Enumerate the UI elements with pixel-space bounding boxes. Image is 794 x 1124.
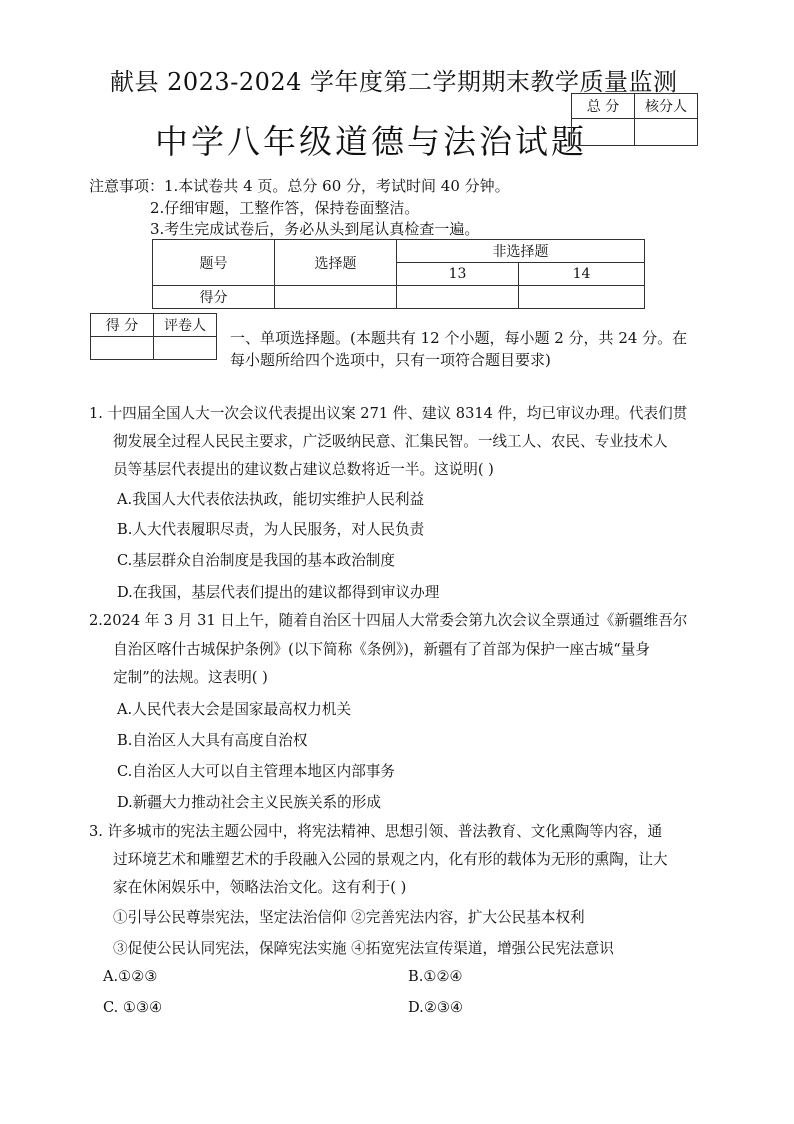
note-item-3: 3.考生完成试卷后，务必从头到尾认真检查一遍。 xyxy=(150,220,480,238)
score-cell-14 xyxy=(519,286,645,309)
exam-header-line1: 献县 2023-2024 学年度第二学期期末教学质量监测 xyxy=(110,68,678,96)
question-1-line-2: 彻发展全过程人民民主要求，广泛吸纳民意、汇集民智。一线工人、农民、专业技术人 xyxy=(113,433,668,450)
score-table-header-number: 题号 xyxy=(153,240,275,286)
total-score-box xyxy=(571,93,698,146)
grader-box xyxy=(90,313,217,360)
grader-score-label: 得 分 xyxy=(91,314,154,337)
question-2-line-3: 定制”的法规。这表明( ) xyxy=(113,669,268,686)
score-cell-13 xyxy=(397,286,519,309)
grader-name-cell xyxy=(154,337,217,360)
question-2-option-a: A.人民代表大会是国家最高权力机关 xyxy=(117,701,352,718)
question-3-statements-1: ①引导公民尊崇宪法，坚定法治信仰 ②完善宪法内容，扩大公民基本权利 xyxy=(113,909,585,926)
question-3-line-3: 家在休闲娱乐中，领略法治文化。这有利于( ) xyxy=(113,879,407,896)
total-score-label: 总 分 xyxy=(572,94,635,119)
score-table-row-label: 得分 xyxy=(153,286,275,309)
question-1-line-3: 员等基层代表提出的建议数占建议总数将近一半。这说明( ) xyxy=(113,461,494,478)
question-2-option-b: B.自治区人大具有高度自治权 xyxy=(117,732,308,749)
question-2-option-d: D.新疆大力推动社会主义民族关系的形成 xyxy=(117,794,381,811)
note-item-2: 2.仔细审题，工整作答，保持卷面整洁。 xyxy=(150,199,420,217)
question-1-option-b: B.人大代表履职尽责，为人民服务，对人民负责 xyxy=(117,521,425,538)
exam-title: 中学八年级道德与法治试题 xyxy=(155,122,587,161)
question-3-option-c: C. ①③④ xyxy=(103,999,163,1016)
note-item-1: 1.本试卷共 4 页。总分 60 分，考试时间 40 分钟。 xyxy=(164,177,510,195)
question-3-line-1: 3. 许多城市的宪法主题公园中，将宪法精神、思想引领、普法教育、文化熏陶等内容，通 xyxy=(89,823,663,840)
question-2-line-1: 2.2024 年 3 月 31 日上午，随着自治区十四届人大常委会第九次会议全票通过《新疆维吾尔 xyxy=(89,612,688,629)
grader-name-label: 评卷人 xyxy=(154,314,217,337)
question-3-option-b: B.①②④ xyxy=(408,968,463,985)
checker-label: 核分人 xyxy=(635,94,698,119)
score-table-header-14: 14 xyxy=(519,263,645,286)
question-1-option-a: A.我国人大代表依法执政，能切实维护人民利益 xyxy=(117,491,425,508)
question-2-line-2: 自治区喀什古城保护条例》(以下简称《条例》)，新疆有了首部为保护一座古城“量身 xyxy=(113,641,650,658)
score-table xyxy=(152,239,645,309)
question-3-line-2: 过环境艺术和雕塑艺术的手段融入公园的景观之内，化有形的载体为无形的熏陶，让大 xyxy=(113,851,668,868)
question-1-option-c: C.基层群众自治制度是我国的基本政治制度 xyxy=(117,552,395,569)
section-heading: 一、单项选择题。(本题共有 12 个小题，每小题 2 分，共 24 分。在 xyxy=(230,329,688,347)
question-2-option-c: C.自治区人大可以自主管理本地区内部事务 xyxy=(117,763,395,780)
total-score-cell xyxy=(572,119,635,146)
question-3-option-a: A.①②③ xyxy=(103,968,158,985)
score-table-header-nonchoice: 非选择题 xyxy=(397,240,645,263)
question-3-statements-2: ③促使公民认同宪法，保障宪法实施 ④拓宽宪法宣传渠道，增强公民宪法意识 xyxy=(113,940,614,957)
section-heading-cont: 每小题所给四个选项中，只有一项符合题目要求) xyxy=(230,351,551,369)
score-cell-choice xyxy=(275,286,397,309)
score-table-header-choice: 选择题 xyxy=(275,240,397,286)
notes-label: 注意事项： xyxy=(89,177,165,195)
grader-score-cell xyxy=(91,337,154,360)
question-1-line-1: 1. 十四届全国人大一次会议代表提出议案 271 件、建议 8314 件，均已审议办理。代表们贯 xyxy=(89,405,688,422)
question-3-option-d: D.②③④ xyxy=(408,999,464,1016)
checker-cell xyxy=(635,119,698,146)
score-table-header-13: 13 xyxy=(397,263,519,286)
question-1-option-d: D.在我国，基层代表们提出的建议都得到审议办理 xyxy=(117,584,440,601)
